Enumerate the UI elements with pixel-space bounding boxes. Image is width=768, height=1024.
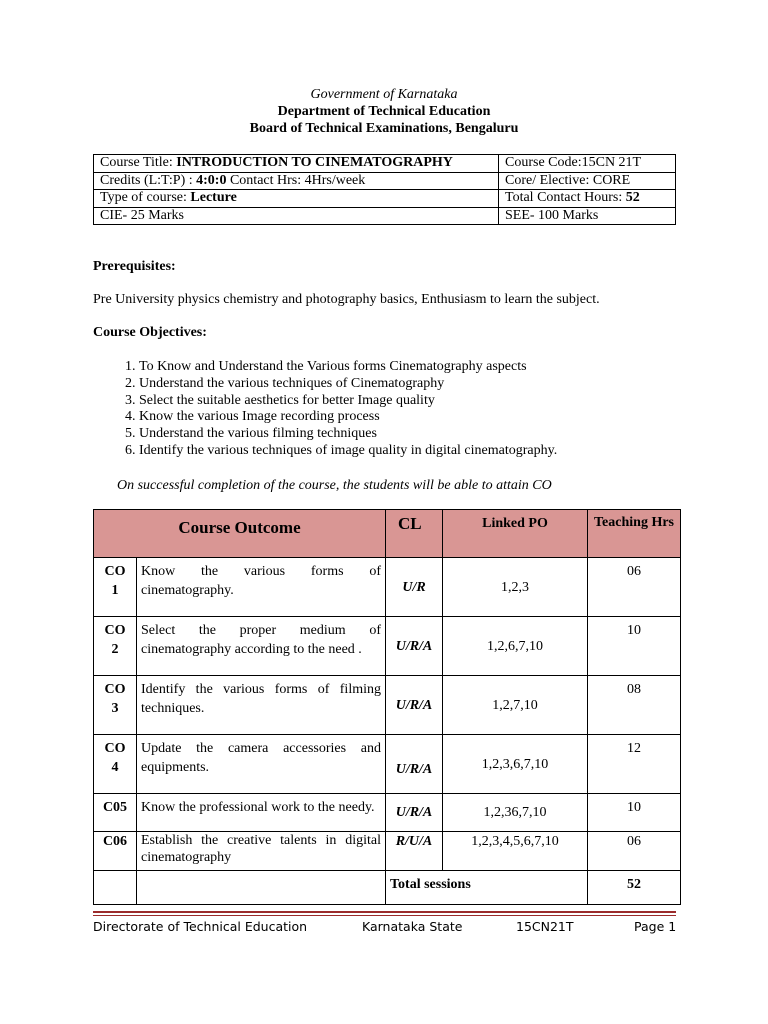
info-row [94,207,676,225]
co-id-prefix: C06 [102,834,128,849]
co-id-number: 4 [111,760,119,775]
objectives-heading: Course Objectives: [93,325,207,340]
table-row [94,617,681,676]
co-id [94,735,137,794]
header-board: Board of Technical Examinations, Bengaluru [249,121,519,136]
course-info-table [93,154,676,225]
table-row [94,794,681,832]
objective-item: 1. To Know and Understand the Various forms Cinematography aspects [139,359,557,376]
total-contact-value: 52 [625,190,640,205]
footer-state: Karnataka State [362,919,463,934]
co-teaching-hrs: 10 [588,617,681,676]
co-cl: U/R [386,558,443,617]
co-outcome: Identify the various forms of filming techniques. [137,676,386,735]
objective-item: 2. Understand the various techniques of Cinematography [139,376,557,393]
objective-item: 4. Know the various Image recording process [139,409,557,426]
co-outcome: Know the various forms of cinematography. [137,558,386,617]
table-row [94,735,681,794]
header-department: Department of Technical Education [277,104,491,119]
co-cl: U/R/A [386,676,443,735]
co-teaching-hrs: 10 [588,794,681,832]
course-title-value: INTRODUCTION TO CINEMATOGRAPHY [176,155,453,170]
course-outcome-header: Course Outcome [94,510,386,558]
footer-rule-thin [93,915,676,916]
credits-cell [94,172,499,190]
prerequisites-heading: Prerequisites: [93,259,176,274]
co-header-row [94,510,681,558]
total-sessions-value: 52 [588,871,681,905]
header-government: Government of Karnataka [310,87,458,102]
objectives-list [93,359,557,460]
co-id [94,558,137,617]
co-id [94,832,137,871]
co-teaching-hrs: 12 [588,735,681,794]
empty-cell [94,871,137,905]
info-row [94,190,676,208]
co-id [94,794,137,832]
course-code-cell: Course Code:15CN 21T [499,155,676,173]
teaching-hrs-header: Teaching Hrs [588,510,681,558]
co-teaching-hrs: 08 [588,676,681,735]
see-cell: SEE- 100 Marks [499,207,676,225]
co-linked-po: 1,2,6,7,10 [443,617,588,676]
footer-directorate: Directorate of Technical Education [93,919,308,934]
co-outcome: Establish the creative talents in digital cinematography [137,832,386,871]
course-title-cell [94,155,499,173]
co-cl: U/R/A [386,735,443,794]
footer-page-number: Page 1 [634,919,677,934]
info-row [94,172,676,190]
co-id-prefix: CO [104,682,126,697]
co-id-number: 2 [111,642,119,657]
table-row [94,832,681,871]
credits-label: Credits (L:T:P) : [100,172,197,188]
linked-po-header: Linked PO [443,510,588,558]
info-row [94,155,676,173]
co-linked-po: 1,2,36,7,10 [443,794,588,832]
total-contact-label: Total Contact Hours: [505,190,626,205]
co-id-number: 1 [111,583,119,598]
co-cl: U/R/A [386,794,443,832]
co-id [94,617,137,676]
objective-item: 6. Identify the various techniques of image quality in digital cinematography. [139,443,557,460]
co-linked-po: 1,2,3,4,5,6,7,10 [443,832,588,871]
footer-rule [93,911,676,913]
co-id-prefix: CO [104,741,126,756]
contact-hours: Contact Hrs: 4Hrs/week [226,172,366,188]
co-teaching-hrs: 06 [588,832,681,871]
co-outcome: Know the professional work to the needy. [137,794,386,832]
co-outcome: Update the camera accessories and equipments. [137,735,386,794]
table-row [94,676,681,735]
course-type-value: Lecture [190,190,237,205]
table-row [94,558,681,617]
co-outcome: Select the proper medium of cinematography according to the need . [137,617,386,676]
objective-item: 3. Select the suitable aesthetics for better Image quality [139,393,557,410]
objective-item: 5. Understand the various filming techniques [139,426,557,443]
credits-value: 4:0:0 [196,172,227,188]
footer-course-code: 15CN21T [516,919,574,934]
co-id-prefix: CO [104,623,126,638]
cie-cell: CIE- 25 Marks [94,207,499,225]
total-row [94,871,681,905]
total-sessions-label: Total sessions [386,871,588,905]
course-type-cell [94,190,499,208]
co-intro: On successful completion of the course, the students will be able to attain CO [117,478,552,493]
co-id [94,676,137,735]
empty-cell [137,871,386,905]
co-id-number: 3 [111,701,119,716]
core-elective-cell: Core/ Elective: CORE [499,172,676,190]
cl-header: CL [386,510,443,558]
co-cl: R/U/A [386,832,443,871]
co-teaching-hrs: 06 [588,558,681,617]
co-cl: U/R/A [386,617,443,676]
prerequisites-text: Pre University physics chemistry and photography basics, Enthusiasm to learn the subject. [93,292,600,307]
co-id-prefix: CO [104,564,126,579]
course-outcome-table [93,509,681,905]
course-type-label: Type of course: [100,190,191,205]
co-linked-po: 1,2,7,10 [443,676,588,735]
co-id-prefix: C05 [102,800,128,815]
co-linked-po: 1,2,3 [443,558,588,617]
co-linked-po: 1,2,3,6,7,10 [443,735,588,794]
course-title-label: Course Title: [100,155,177,170]
total-contact-cell [499,190,676,208]
